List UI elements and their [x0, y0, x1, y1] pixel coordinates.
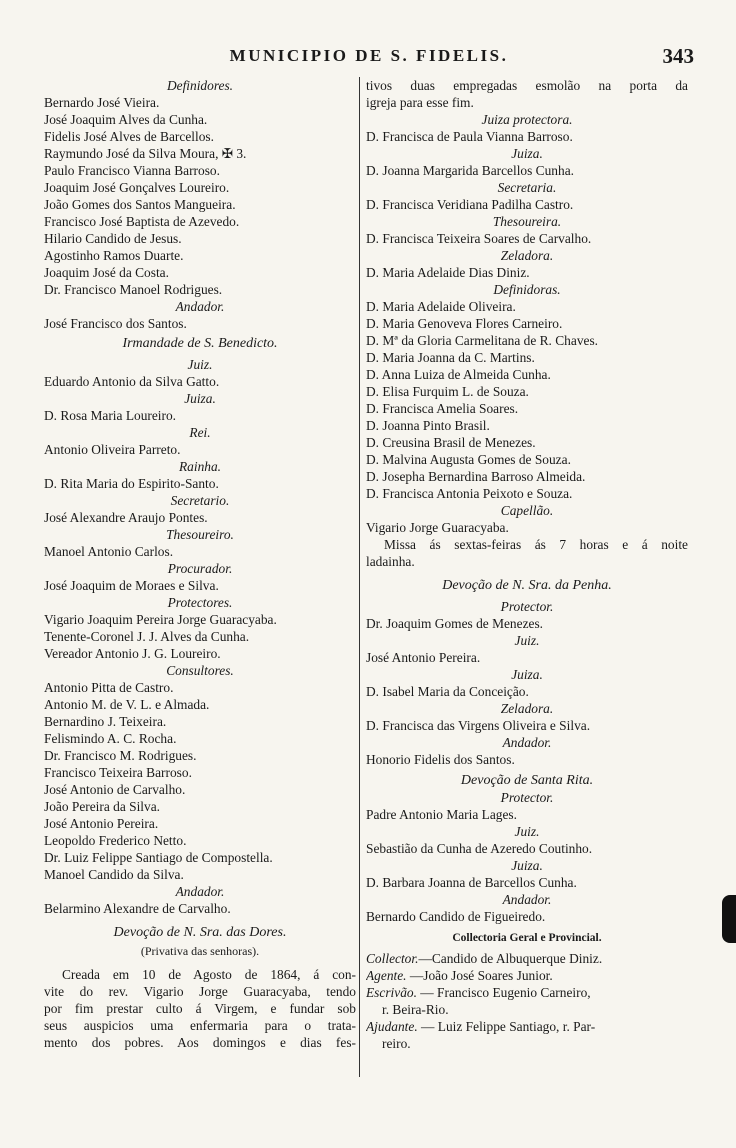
running-header	[44, 46, 694, 72]
list-item: D. Elisa Furquim L. de Souza.	[366, 384, 529, 399]
list-item: D. Maria Adelaide Dias Diniz.	[366, 265, 530, 280]
list-item: Tenente-Coronel J. J. Alves da Cunha.	[44, 629, 250, 644]
column-divider	[359, 77, 360, 1077]
paragraph-line: Creada em 10 de Agosto de 1864, á con-	[62, 967, 356, 982]
section-heading: Andador.	[502, 892, 552, 907]
list-item: Bernardo Candido de Figueiredo.	[366, 909, 546, 924]
section-heading: Protectores.	[167, 595, 233, 610]
list-item: Dr. Luiz Felippe Santiago de Compostella.	[44, 850, 273, 865]
office-label: Ajudante.	[366, 1019, 418, 1034]
list-item: Agostinho Ramos Duarte.	[44, 248, 184, 263]
section-title: Irmandade de S. Benedicto.	[122, 336, 278, 351]
section-heading: Zeladora.	[500, 248, 554, 263]
list-item: D. Creusina Brasil de Menezes.	[366, 435, 536, 450]
office-entry	[366, 950, 688, 967]
section-heading: Juiz.	[187, 357, 213, 372]
list-item: Manoel Candido da Silva.	[44, 867, 184, 882]
office-label: Agente.	[366, 968, 407, 983]
section-heading: Juiz.	[514, 824, 540, 839]
list-item: D. Maria Adelaide Oliveira.	[366, 299, 516, 314]
section-heading: Protector.	[500, 790, 554, 805]
list-item: José Francisco dos Santos.	[44, 316, 187, 331]
paragraph-line: tivos duas empregadas esmolão na porta da	[366, 78, 688, 93]
list-item: Francisco Teixeira Barroso.	[44, 765, 192, 780]
section-heading: Definidoras.	[493, 282, 561, 297]
section-heading: Juiza.	[511, 667, 543, 682]
list-item: Joaquim José da Costa.	[44, 265, 169, 280]
definidores-list	[44, 94, 356, 298]
list-item: Vigario Jorge Guaracyaba.	[366, 520, 509, 535]
page-title: MUNICIPIO DE S. FIDELIS.	[229, 46, 509, 65]
section-title: Collectoria Geral e Provincial.	[452, 932, 602, 944]
section-title: Devoção de N. Sra. da Penha.	[442, 578, 612, 593]
paragraph-line: mento dos pobres. Aos domingos e dias fes-	[44, 1035, 356, 1050]
section-note: (Privativa das senhoras).	[140, 944, 260, 958]
list-item: D. Francisca Teixeira Soares de Carvalho.	[366, 231, 592, 246]
list-item: Antonio Oliveira Parreto.	[44, 442, 181, 457]
section-heading: Andador.	[175, 884, 225, 899]
list-item: José Joaquim de Moraes e Silva.	[44, 578, 219, 593]
paragraph-line: igreja para esse fim.	[366, 95, 474, 110]
right-column	[366, 77, 688, 1052]
list-item: Vereador Antonio J. G. Loureiro.	[44, 646, 221, 661]
section-heading: Procurador.	[167, 561, 233, 576]
list-item: Padre Antonio Maria Lages.	[366, 807, 517, 822]
section-heading: Juiza protectora.	[481, 112, 573, 127]
list-item: Felismindo A. C. Rocha.	[44, 731, 177, 746]
list-item: D. Josepha Bernardina Barroso Almeida.	[366, 469, 586, 484]
section-heading: Rainha.	[178, 459, 222, 474]
section-heading: Protector.	[500, 599, 554, 614]
section-heading: Capellão.	[500, 503, 554, 518]
list-item: D. Francisca Veridiana Padilha Castro.	[366, 197, 574, 212]
list-item: Leopoldo Frederico Netto.	[44, 833, 187, 848]
section-heading: Juiza.	[511, 146, 543, 161]
section-heading: Juiza.	[184, 391, 216, 406]
list-item: Antonio Pitta de Castro.	[44, 680, 174, 695]
office-holder: —Candido de Albuquerque Diniz.	[418, 951, 603, 966]
paragraph	[44, 966, 356, 1051]
left-column	[44, 77, 356, 1051]
office-entry-cont: r. Beira-Rio.	[382, 1002, 449, 1017]
list-item: Raymundo José da Silva Moura, ✠ 3.	[44, 146, 247, 161]
list-item: Vigario Joaquim Pereira Jorge Guaracyaba.	[44, 612, 277, 627]
list-item: José Antonio de Carvalho.	[44, 782, 186, 797]
office-holder: — Francisco Eugenio Carneiro,	[416, 985, 591, 1000]
paragraph-line: vite do rev. Vigario Jorge Guaracyaba, tendo	[44, 984, 356, 999]
ink-blot	[722, 895, 736, 943]
list-item: Manoel Antonio Carlos.	[44, 544, 174, 559]
office-entry	[366, 1018, 688, 1035]
list-item: Antonio M. de V. L. e Almada.	[44, 697, 210, 712]
paragraph-line: seus auspicios uma enfermaria para o trata-	[44, 1018, 356, 1033]
list-item: D. Anna Luiza de Almeida Cunha.	[366, 367, 551, 382]
list-item: Eduardo Antonio da Silva Gatto.	[44, 374, 220, 389]
list-item: D. Maria Joanna da C. Martins.	[366, 350, 535, 365]
list-item: Dr. Francisco M. Rodrigues.	[44, 748, 197, 763]
list-item: João Gomes dos Santos Mangueira.	[44, 197, 236, 212]
section-heading: Juiz.	[514, 633, 540, 648]
list-item: D. Francisca das Virgens Oliveira e Silva.	[366, 718, 591, 733]
section-title: Devoção de N. Sra. das Dores.	[113, 925, 287, 940]
office-entry	[366, 967, 688, 984]
section-heading: Andador.	[502, 735, 552, 750]
list-item: D. Maria Genoveva Flores Carneiro.	[366, 316, 563, 331]
paragraph-line: por fim prestar culto á Virgem, e fundar sob	[44, 1001, 356, 1016]
list-item: D. Rosa Maria Loureiro.	[44, 408, 177, 423]
section-heading: Thesoureiro.	[166, 527, 234, 542]
office-holder: —João José Soares Junior.	[406, 968, 553, 983]
list-item: José Alexandre Araujo Pontes.	[44, 510, 208, 525]
list-item: D. Malvina Augusta Gomes de Souza.	[366, 452, 571, 467]
list-item: D. Isabel Maria da Conceição.	[366, 684, 529, 699]
section-heading: Definidores.	[166, 78, 234, 93]
list-item: Bernardo José Vieira.	[44, 95, 160, 110]
office-label: Escrivão.	[366, 985, 417, 1000]
list-item: José Antonio Pereira.	[44, 816, 159, 831]
list-item: Paulo Francisco Vianna Barroso.	[44, 163, 220, 178]
list-item: Francisco José Baptista de Azevedo.	[44, 214, 240, 229]
list-item: Belarmino Alexandre de Carvalho.	[44, 901, 231, 916]
office-holder: — Luiz Felippe Santiago, r. Par-	[417, 1019, 596, 1034]
paragraph-line: ladainha.	[366, 554, 415, 569]
list-item: José Antonio Pereira.	[366, 650, 481, 665]
list-item: João Pereira da Silva.	[44, 799, 161, 814]
section-heading: Consultores.	[166, 663, 234, 678]
list-item: D. Francisca Antonia Peixoto e Souza.	[366, 486, 573, 501]
section-heading: Secretario.	[170, 493, 230, 508]
page-number: 343	[662, 44, 694, 68]
paragraph-line: Missa ás sextas-feiras ás 7 horas e á noite	[384, 537, 688, 552]
list-item: D. Joanna Pinto Brasil.	[366, 418, 490, 433]
list-item: Honorio Fidelis dos Santos.	[366, 752, 515, 767]
list-item: Fidelis José Alves de Barcellos.	[44, 129, 214, 144]
section-heading: Zeladora.	[500, 701, 554, 716]
office-entry-cont: reiro.	[382, 1036, 411, 1051]
section-heading: Andador.	[175, 299, 225, 314]
list-item: D. Barbara Joanna de Barcellos Cunha.	[366, 875, 577, 890]
section-heading: Rei.	[189, 425, 211, 440]
office-label: Collector.	[366, 951, 419, 966]
list-item: D. Francisca de Paula Vianna Barroso.	[366, 129, 573, 144]
list-item: D. Joanna Margarida Barcellos Cunha.	[366, 163, 574, 178]
list-item: Dr. Francisco Manoel Rodrigues.	[44, 282, 223, 297]
list-item: José Joaquim Alves da Cunha.	[44, 112, 208, 127]
section-heading: Secretaria.	[497, 180, 557, 195]
list-item: Bernardino J. Teixeira.	[44, 714, 167, 729]
section-title: Devoção de Santa Rita.	[460, 773, 594, 788]
section-heading: Juiza.	[511, 858, 543, 873]
list-item: D. Mª da Gloria Carmelitana de R. Chaves.	[366, 333, 599, 348]
office-entry	[366, 984, 688, 1001]
list-item: Joaquim José Gonçalves Loureiro.	[44, 180, 230, 195]
list-item: D. Francisca Amelia Soares.	[366, 401, 519, 416]
list-item: Hilario Candido de Jesus.	[44, 231, 182, 246]
list-item: Dr. Joaquim Gomes de Menezes.	[366, 616, 544, 631]
list-item: Sebastião da Cunha de Azeredo Coutinho.	[366, 841, 593, 856]
list-item: D. Rita Maria do Espirito-Santo.	[44, 476, 219, 491]
section-heading: Thesoureira.	[492, 214, 562, 229]
